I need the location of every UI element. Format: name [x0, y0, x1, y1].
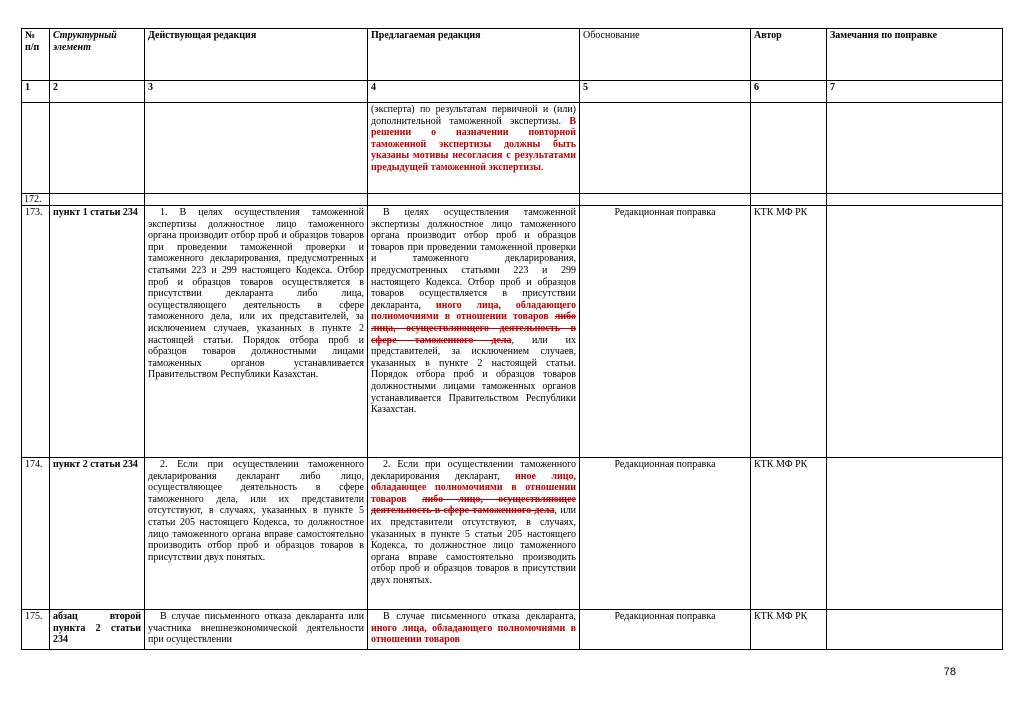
structural-element: абзац второй пункта 2 статьи 234 [50, 610, 145, 650]
table-row [22, 194, 1003, 206]
row-number: 172. [22, 194, 50, 206]
table-row [22, 458, 1003, 610]
current-text: 2. Если при осуществлении таможенного декларирования декларант либо лицо, осуществляющее деятельность в сфере таможенного дела, или их представители отсутствуют, в случаях, указанных в пункте 5 статьи 205 настоящего Кодекса, то должностное лицо таможенного органа вправе самостоятельно производить отбор проб и образцов товаров в присутствии двух понятых. [145, 458, 368, 610]
proposed-text: 2. Если при осуществлении таможенного декларирования декларант, иное лицо, обладающее полномочиями в отношении товаров либо лицо, осуществляющее деятельность в сфере таможенного дела, или их представители отсутствуют, в случаях, указанных в пункте 5 статьи 205 настоящего Кодекса, то должностное лицо таможенного органа вправе самостоятельно производить отбор проб и образцов товаров в присутствии двух понятых. [368, 458, 580, 610]
reason-text: Редакционная поправка [580, 610, 751, 650]
header-reason: Обоснование [580, 29, 751, 81]
reason-text: Редакционная поправка [580, 206, 751, 458]
col-number: 5 [580, 81, 751, 103]
header-author: Автор [751, 29, 827, 81]
reason-text: Редакционная поправка [580, 458, 751, 610]
header-proposed: Предлагаемая редакция [368, 29, 580, 81]
col-number: 7 [827, 81, 1003, 103]
author-text: КТК МФ РК [751, 610, 827, 650]
table-row [22, 206, 1003, 458]
header-remarks: Замечания по поправке [827, 29, 1003, 81]
col-number: 1 [22, 81, 50, 103]
structural-element: пункт 2 статьи 234 [50, 458, 145, 610]
header-element: Структурный элемент [50, 29, 145, 81]
row-number: 174. [22, 458, 50, 610]
author-text: КТК МФ РК [751, 206, 827, 458]
structural-element: пункт 1 статьи 234 [50, 206, 145, 458]
col-number: 4 [368, 81, 580, 103]
current-text: В случае письменного отказа декларанта или участника внешнеэкономической деятельности при осуществлении [145, 610, 368, 650]
col-number: 2 [50, 81, 145, 103]
row-number: 175. [22, 610, 50, 650]
table-row [22, 610, 1003, 650]
page-number: 78 [943, 666, 956, 678]
current-text: 1. В целях осуществления таможенной экспертизы должностное лицо таможенного органа производит отбор проб и образцов товаров при проведении таможенной проверки и таможенного декларирования, предусмотренных статьями 223 и 299 настоящего Кодекса. Отбор проб и образцов товаров осуществляется в присутствии декларанта либо лица, осуществляющего деятельность в сфере таможенного дела, или их представителей, за исключением случаев, указанных в пункте 2 настоящей статьи. Порядок отбора проб и образцов товаров должностными лицами таможенных органов устанавливается Правительством Республики Казахстан. [145, 206, 368, 458]
proposed-text: (эксперта) по результатам первичной и (или) дополнительной таможенной экспертизы. В решении о назначении повторной таможенной экспертизы должны быть указаны мотивы несогласия с результатами предыдущей таможенной экспертизы. [368, 103, 580, 194]
column-number-row [22, 81, 1003, 103]
amendments-table [21, 28, 1003, 650]
table-row [22, 103, 1003, 194]
header-row [22, 29, 1003, 81]
header-num: № п/п [22, 29, 50, 81]
header-current: Действующая редакция [145, 29, 368, 81]
col-number: 6 [751, 81, 827, 103]
author-text: КТК МФ РК [751, 458, 827, 610]
row-number: 173. [22, 206, 50, 458]
proposed-text: В целях осуществления таможенной экспертизы должностное лицо таможенного органа производит отбор проб и образцов товаров при проведении таможенной проверки и таможенного декларирования, предусмотренных статьями 223 и 299 настоящего Кодекса. Отбор проб и образцов товаров осуществляется в присутствии декларанта, иного лица, обладающего полномочиями в отношении товаров либо лица, осуществляющего деятельность в сфере таможенного дела, или их представителей, за исключением случаев, указанных в пункте 2 настоящей статьи. Порядок отбора проб и образцов товаров должностными лицами таможенных органов устанавливается Правительством Республики Казахстан. [368, 206, 580, 458]
col-number: 3 [145, 81, 368, 103]
proposed-text: В случае письменного отказа декларанта, иного лица, обладающего полномочиями в отношении товаров [368, 610, 580, 650]
